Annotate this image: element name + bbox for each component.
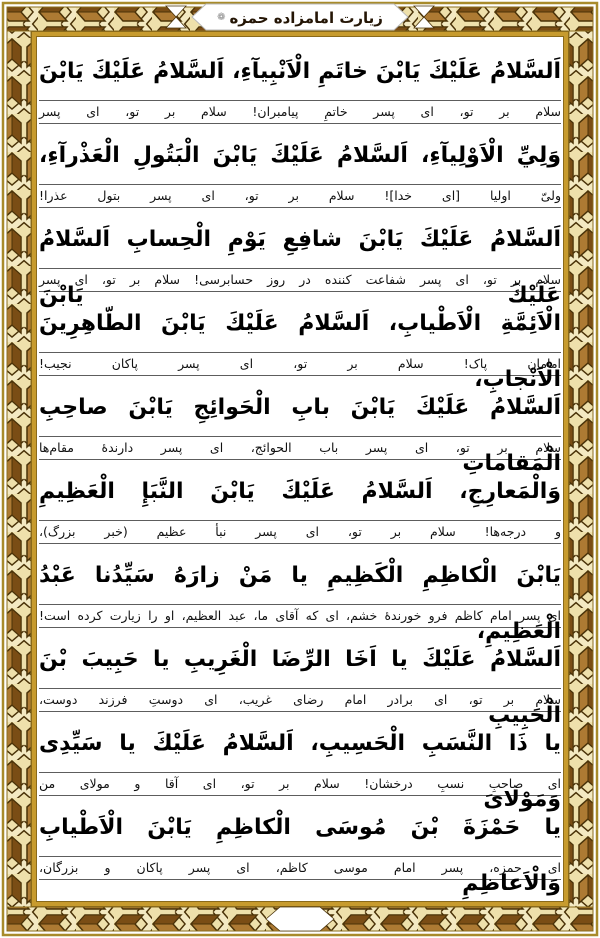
arabic-line: يا حَمْزَةَ بْنَ مُوسَى الْكاظِمِ يَابْنَ الْاَطْيابِ وَالْاَعاظِمِ <box>39 815 561 896</box>
verse-block <box>39 716 561 812</box>
verse-block <box>39 800 561 896</box>
bottom-cartouche <box>266 907 334 931</box>
arabic-line: يَابْنَ الْكاظِمِ الْكَظِيمِ يا مَنْ زارَهُ سَيِّدُنا عَبْدُ الْعَظِيمِ، <box>39 563 561 644</box>
arabic-line: اَلسَّلامُ عَلَيْكَ يَابْنَ شافِعِ يَوْمِ الْحِسابِ اَلسَّلامُ عَلَيْكَ يَابْنَ <box>39 227 561 308</box>
arabic-line: وَالْمَعارِجِ، اَلسَّلامُ عَلَيْكَ يَابْنَ النَّبَإِ الْعَظِيمِ <box>39 479 561 504</box>
verse-block <box>39 464 561 544</box>
verse-block <box>39 128 561 208</box>
persian-translation: ولىّ اوليا [اى خدا]! سلام بر تو، اى پسر بتول عذرا! <box>39 184 561 208</box>
persian-translation: اى حمزه، پسر امام موسى كاظم، اى پسر پاكان و بزرگان، <box>39 856 561 880</box>
persian-translation: سلام بر تو، اى پسر خاتمِ پيامبران! سلام بر تو، اى پسر <box>39 100 561 124</box>
left-chain-band <box>7 7 31 931</box>
prayer-content <box>39 44 561 900</box>
verse-block <box>39 548 561 644</box>
page-title <box>194 5 406 31</box>
honorific-symbol: ❁ <box>217 12 226 23</box>
persian-translation: سلام بر تو، اى برادر امام رضاى غريب، اى دوستِ فرزند دوست، <box>39 688 561 712</box>
verse-block <box>39 296 561 392</box>
arabic-line: اَلسَّلامُ عَلَيْكَ يا اَخَا الرِّضَا الْغَرِيبِ يا حَبِيبَ بْنَ الْحَبِيبِ <box>39 647 561 728</box>
arabic-line: الْاَئِمَّةِ الْاَطْيابِ، اَلسَّلامُ عَلَيْكَ يَابْنَ الطّاهِرِينَ الْاَنْجابِ، <box>39 311 561 392</box>
verse-block <box>39 44 561 124</box>
verse-block <box>39 380 561 476</box>
persian-translation: اى صاحبِ نسبِ درخشان! سلام بر تو، اى آقا و مولاى من <box>39 772 561 796</box>
persian-translation: اى پسر امام كاظم فرو خورندهٔ خشم، اى كه آقاى ما، عبد العظيم، او را زيارت كرده است! <box>39 604 561 628</box>
arabic-line: يا ذَا النَّسَبِ الْحَسِيبِ، اَلسَّلامُ عَلَيْكَ يا سَيِّدِى وَمَوْلاىَ <box>39 731 561 812</box>
arabic-line: اَلسَّلامُ عَلَيْكَ يَابْنَ خاتَمِ الْاَنْبِيآءِ، اَلسَّلامُ عَلَيْكَ يَابْنَ <box>39 59 561 84</box>
persian-translation: و درجه‌ها! سلام بر تو، اى پسر نبأ عظيم (خبر بزرگ)، <box>39 520 561 544</box>
arabic-line: وَلِيِّ الْاَوْلِيآءِ، اَلسَّلامُ عَلَيْكَ يَابْنَ الْبَتُولِ الْعَذْرآءِ، <box>39 143 561 168</box>
persian-translation: امامان پاک! سلام بر تو، اى پسر پاكان نجيب! <box>39 352 561 376</box>
arabic-line: اَلسَّلامُ عَلَيْكَ يَابْنَ بابِ الْحَوائِجِ يَابْنَ صاحِبِ الْمَقاماتِ <box>39 395 561 476</box>
persian-translation: سلام بر تو، اى پسر باب الحوائج، اى پسر دارندهٔ مقام‌ها <box>39 436 561 460</box>
right-chain-band <box>569 7 593 931</box>
verse-block <box>39 632 561 728</box>
persian-translation: سلام بر تو، اى پسر شفاعت كننده در روز حسابرسى! سلام بر تو، اى پسر <box>39 268 561 292</box>
verse-block <box>39 212 561 308</box>
page-title-text: زيارت امامزاده حمزه <box>229 9 383 27</box>
